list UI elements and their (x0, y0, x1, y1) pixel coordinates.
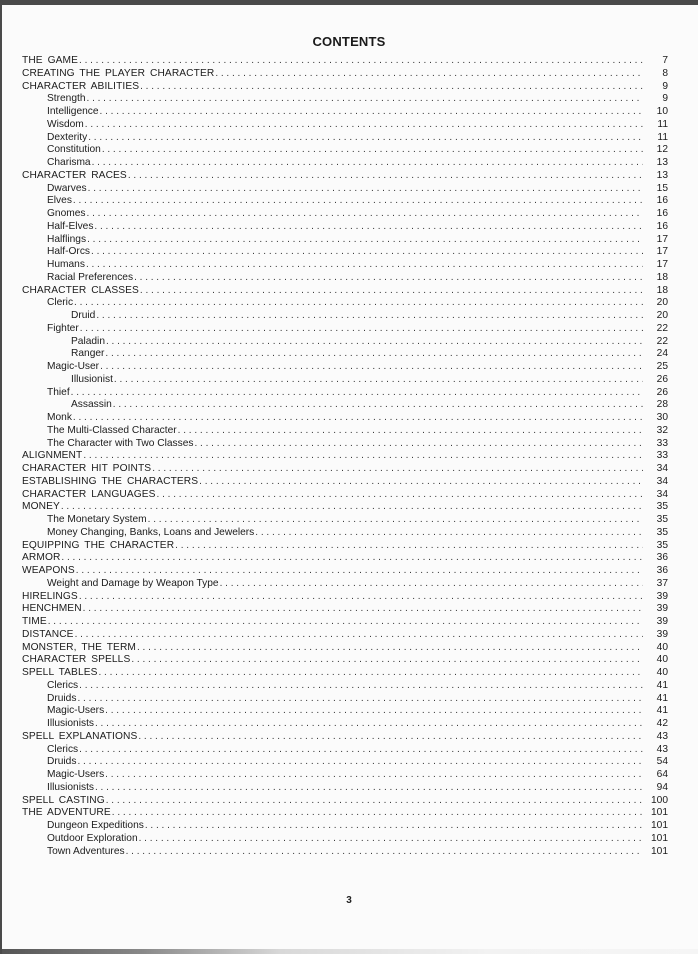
dot-leader (87, 93, 643, 106)
toc-entry-label: Elves (47, 195, 72, 207)
toc-entry-page: 16 (656, 220, 668, 232)
toc-entry[interactable] (22, 642, 668, 655)
dot-leader (87, 208, 643, 221)
toc-entry-page: 64 (656, 769, 668, 780)
dot-leader (79, 680, 643, 693)
toc-entry-label: THE GAME (22, 55, 79, 66)
toc-entry-page: 42 (656, 718, 668, 729)
toc-entry[interactable] (22, 540, 668, 553)
toc-entry-label: ALIGNMENT (22, 450, 83, 462)
toc-entry-label: Money Changing, Banks, Loans and Jewelers (47, 526, 255, 538)
toc-entry-page: 17 (656, 259, 668, 270)
toc-entry-page: 43 (656, 743, 668, 755)
toc-entry[interactable] (22, 438, 668, 451)
toc-entry-page: 22 (656, 335, 668, 347)
dot-leader (92, 157, 643, 170)
toc-entry-label: Magic-User (47, 361, 100, 372)
toc-entry-label: The Multi-Classed Character (47, 424, 177, 436)
dot-leader (96, 310, 643, 323)
toc-entry[interactable] (22, 833, 668, 846)
toc-entry[interactable] (22, 221, 668, 234)
dot-leader (73, 195, 643, 208)
toc-entry-page: 101 (651, 845, 668, 857)
toc-entry[interactable] (22, 412, 668, 425)
toc-entry-label: CHARACTER ABILITIES (22, 80, 140, 92)
dot-leader (126, 846, 643, 859)
toc-entry-label: Clerics (47, 743, 79, 755)
toc-entry-label: Illusionists (47, 718, 94, 729)
toc-entry-label: Intelligence (47, 106, 99, 117)
toc-entry[interactable] (22, 705, 668, 718)
dot-leader (95, 782, 643, 795)
toc-entry[interactable] (22, 476, 668, 489)
dot-leader (77, 693, 643, 706)
toc-entry-label: HENCHMEN (22, 603, 82, 615)
dot-leader (73, 412, 643, 425)
toc-entry-page: 34 (656, 488, 668, 500)
dot-leader (61, 501, 643, 514)
toc-entry-label: Half-Elves (47, 220, 94, 232)
toc-entry-page: 20 (656, 297, 668, 309)
toc-entry-page: 9 (662, 93, 668, 105)
dot-leader (79, 55, 643, 68)
toc-entry-label: Thief (47, 386, 70, 398)
toc-entry-page: 30 (656, 412, 668, 423)
toc-entry-label: Town Adventures (47, 845, 125, 857)
toc-entry-page: 35 (656, 501, 668, 513)
toc-entry[interactable] (22, 463, 668, 476)
toc-entry-page: 11 (657, 118, 668, 130)
toc-entry-label: Dexterity (47, 131, 88, 143)
toc-entry-page: 34 (656, 475, 668, 487)
dot-leader (113, 399, 643, 412)
toc-entry-label: Druids (47, 692, 77, 704)
toc-entry-label: SPELL TABLES (22, 667, 98, 678)
toc-entry-label: CHARACTER HIT POINTS (22, 463, 152, 474)
toc-entry[interactable] (22, 106, 668, 119)
dot-leader (91, 246, 643, 259)
toc-entry[interactable] (22, 285, 668, 298)
page-bottom-edge (2, 949, 698, 954)
toc-entry[interactable] (22, 527, 668, 540)
toc-entry-page: 101 (651, 832, 668, 844)
dot-leader (220, 578, 643, 591)
dot-leader (215, 68, 643, 81)
toc-entry-page: 24 (656, 348, 668, 360)
toc-entry[interactable] (22, 820, 668, 833)
dot-leader (85, 119, 643, 132)
toc-entry-page: 7 (662, 55, 668, 66)
toc-entry[interactable] (22, 450, 668, 463)
toc-entry-page: 16 (656, 208, 668, 219)
dot-leader (77, 756, 643, 769)
dot-leader (79, 744, 643, 757)
toc-entry-page: 94 (656, 781, 668, 793)
dot-leader (255, 527, 643, 540)
toc-entry-page: 33 (656, 437, 668, 449)
dot-leader (88, 132, 643, 145)
toc-entry[interactable] (22, 297, 668, 310)
toc-entry-page: 11 (657, 131, 668, 143)
dot-leader (88, 183, 643, 196)
toc-entry-label: TIME (22, 616, 47, 627)
dot-leader (100, 106, 643, 119)
dot-leader (100, 361, 643, 374)
toc-entry[interactable] (22, 93, 668, 106)
dot-leader (95, 718, 643, 731)
toc-entry[interactable] (22, 603, 668, 616)
dot-leader (105, 705, 643, 718)
toc-entry[interactable] (22, 246, 668, 259)
toc-entry[interactable] (22, 183, 668, 196)
toc-entry-page: 13 (656, 169, 668, 181)
toc-entry-page: 20 (656, 310, 668, 321)
toc-entry-label: Weight and Damage by Weapon Type (47, 577, 219, 589)
dot-leader (74, 297, 643, 310)
toc-entry-label: Druid (71, 310, 96, 321)
toc-entry-page: 28 (656, 399, 668, 411)
dot-leader (87, 234, 643, 247)
dot-leader (137, 642, 643, 655)
toc-entry-page: 40 (656, 654, 668, 666)
toc-entry[interactable] (22, 144, 668, 157)
toc-entry-label: Strength (47, 93, 86, 105)
toc-entry[interactable] (22, 514, 668, 527)
toc-entry-label: Half-Orcs (47, 246, 91, 258)
toc-entry-label: Outdoor Exploration (47, 832, 138, 844)
table-of-contents (22, 55, 668, 858)
toc-entry[interactable] (22, 718, 668, 731)
toc-entry-label: Illusionists (47, 781, 94, 793)
toc-entry-page: 36 (656, 552, 668, 564)
toc-entry-label: CREATING THE PLAYER CHARACTER (22, 67, 215, 79)
toc-entry-page: 100 (651, 794, 668, 806)
toc-entry-page: 13 (656, 157, 668, 168)
dot-leader (76, 565, 643, 578)
toc-entry-label: Racial Preferences (47, 271, 134, 283)
dot-leader (79, 591, 643, 604)
toc-entry[interactable] (22, 846, 668, 859)
toc-entry[interactable] (22, 807, 668, 820)
toc-entry[interactable] (22, 654, 668, 667)
toc-entry-label: Dwarves (47, 182, 87, 194)
toc-entry[interactable] (22, 361, 668, 374)
dot-leader (83, 450, 643, 463)
dot-leader (75, 629, 643, 642)
toc-entry[interactable] (22, 374, 668, 387)
toc-entry-label: ARMOR (22, 552, 61, 564)
toc-entry[interactable] (22, 208, 668, 221)
toc-entry[interactable] (22, 578, 668, 591)
toc-entry-page: 39 (656, 603, 668, 615)
toc-entry-label: WEAPONS (22, 565, 75, 576)
toc-entry[interactable] (22, 157, 668, 170)
dot-leader (86, 259, 643, 272)
toc-entry[interactable] (22, 731, 668, 744)
toc-entry-page: 39 (656, 628, 668, 640)
toc-entry-label: Gnomes (47, 208, 86, 219)
toc-entry-page: 40 (656, 641, 668, 653)
dot-leader (83, 603, 643, 616)
toc-entry[interactable] (22, 769, 668, 782)
toc-entry-label: The Monetary System (47, 514, 147, 525)
toc-entry-label: Cleric (47, 297, 74, 309)
toc-entry-page: 17 (656, 246, 668, 258)
toc-entry-label: CHARACTER CLASSES (22, 284, 139, 296)
dot-leader (194, 438, 643, 451)
dot-leader (134, 272, 643, 285)
dot-leader (131, 654, 643, 667)
toc-entry[interactable] (22, 795, 668, 808)
toc-entry-label: Charisma (47, 157, 91, 168)
dot-leader (178, 425, 643, 438)
dot-leader (106, 336, 643, 349)
toc-entry-page: 43 (656, 730, 668, 742)
toc-entry-page: 22 (656, 322, 668, 334)
toc-entry[interactable] (22, 591, 668, 604)
toc-entry[interactable] (22, 616, 668, 629)
toc-entry[interactable] (22, 680, 668, 693)
toc-entry-label: Humans (47, 259, 85, 270)
toc-entry-label: Clerics (47, 679, 79, 691)
toc-entry-label: Druids (47, 756, 77, 768)
toc-entry-label: SPELL CASTING (22, 794, 105, 806)
toc-entry-page: 35 (656, 539, 668, 551)
dot-leader (105, 348, 643, 361)
toc-entry[interactable] (22, 387, 668, 400)
toc-entry-page: 25 (656, 361, 668, 372)
toc-entry-label: Illusionist (71, 373, 113, 385)
toc-entry-page: 15 (656, 182, 668, 194)
toc-entry-page: 32 (656, 424, 668, 436)
toc-entry[interactable] (22, 425, 668, 438)
toc-entry-page: 18 (656, 271, 668, 283)
toc-entry-page: 37 (656, 577, 668, 589)
dot-leader (80, 323, 643, 336)
toc-entry-label: Constitution (47, 144, 101, 156)
toc-entry-label: Monk (47, 412, 72, 423)
toc-entry-label: Ranger (71, 348, 105, 360)
toc-entry-page: 41 (656, 692, 668, 704)
toc-entry-page: 101 (651, 820, 668, 831)
toc-entry[interactable] (22, 170, 668, 183)
toc-entry-label: Magic-Users (47, 769, 105, 780)
toc-entry-page: 17 (656, 233, 668, 245)
toc-entry-page: 10 (656, 106, 668, 117)
toc-entry[interactable] (22, 68, 668, 81)
dot-leader (140, 81, 643, 94)
toc-entry[interactable] (22, 667, 668, 680)
toc-entry[interactable] (22, 693, 668, 706)
toc-entry[interactable] (22, 348, 668, 361)
toc-entry-label: Paladin (71, 335, 105, 347)
page-title: CONTENTS (312, 34, 386, 49)
toc-entry-page: 101 (651, 807, 668, 819)
toc-entry[interactable] (22, 323, 668, 336)
toc-entry[interactable] (22, 310, 668, 323)
dot-leader (138, 731, 643, 744)
toc-entry[interactable] (22, 501, 668, 514)
dot-leader (106, 795, 643, 808)
dot-leader (48, 616, 643, 629)
dot-leader (94, 221, 643, 234)
toc-entry-page: 26 (656, 386, 668, 398)
dot-leader (99, 667, 644, 680)
toc-entry-label: Wisdom (47, 118, 84, 130)
dot-leader (145, 820, 643, 833)
dot-leader (199, 476, 643, 489)
dot-leader (112, 807, 643, 820)
dot-leader (152, 463, 643, 476)
dot-leader (148, 514, 643, 527)
dot-leader (157, 489, 643, 502)
toc-entry[interactable] (22, 756, 668, 769)
toc-entry[interactable] (22, 782, 668, 795)
toc-entry-page: 34 (656, 463, 668, 474)
toc-entry-label: CHARACTER SPELLS (22, 654, 131, 666)
page-number: 3 (346, 895, 352, 906)
toc-entry-label: HIRELINGS (22, 590, 78, 602)
toc-entry-page: 35 (656, 514, 668, 525)
toc-entry-page: 33 (656, 450, 668, 462)
toc-entry[interactable] (22, 565, 668, 578)
toc-entry[interactable] (22, 336, 668, 349)
toc-entry-page: 16 (656, 195, 668, 207)
dot-leader (139, 833, 643, 846)
toc-entry-page: 39 (656, 616, 668, 627)
toc-entry[interactable] (22, 399, 668, 412)
toc-entry-page: 41 (656, 679, 668, 691)
toc-entry-label: Halflings (47, 233, 87, 245)
toc-entry[interactable] (22, 195, 668, 208)
toc-entry-page: 26 (656, 373, 668, 385)
toc-entry-page: 36 (656, 565, 668, 576)
toc-entry-label: THE ADVENTURE (22, 807, 111, 819)
dot-leader (128, 170, 643, 183)
toc-entry-label: ESTABLISHING THE CHARACTERS (22, 475, 199, 487)
dot-leader (114, 374, 643, 387)
toc-entry-page: 9 (662, 80, 668, 92)
toc-entry-label: Assassin (71, 399, 112, 411)
toc-entry-label: CHARACTER LANGUAGES (22, 488, 156, 500)
dot-leader (102, 144, 643, 157)
toc-entry-label: SPELL EXPLANATIONS (22, 730, 138, 742)
toc-entry[interactable] (22, 272, 668, 285)
toc-entry-page: 18 (656, 284, 668, 296)
toc-entry-label: Fighter (47, 322, 79, 334)
dot-leader (140, 285, 643, 298)
toc-entry-label: DISTANCE (22, 628, 74, 640)
toc-entry-page: 12 (656, 144, 668, 156)
toc-entry-label: MONSTER, THE TERM (22, 641, 136, 653)
toc-entry[interactable] (22, 629, 668, 642)
dot-leader (175, 540, 643, 553)
toc-entry[interactable] (22, 744, 668, 757)
toc-entry[interactable] (22, 55, 668, 68)
dot-leader (105, 769, 643, 782)
toc-entry[interactable] (22, 552, 668, 565)
toc-entry-label: Dungeon Expeditions (47, 820, 144, 831)
toc-entry-page: 35 (656, 526, 668, 538)
toc-entry-page: 40 (656, 667, 668, 678)
toc-entry[interactable] (22, 234, 668, 247)
toc-entry-label: EQUIPPING THE CHARACTER (22, 539, 175, 551)
toc-entry[interactable] (22, 132, 668, 145)
toc-entry-page: 54 (656, 756, 668, 768)
toc-entry-page: 8 (662, 67, 668, 79)
toc-entry-label: Magic-Users (47, 705, 105, 717)
toc-entry-page: 41 (656, 705, 668, 717)
toc-entry-label: The Character with Two Classes (47, 437, 194, 449)
dot-leader (61, 552, 643, 565)
toc-entry[interactable] (22, 119, 668, 132)
toc-entry-label: CHARACTER RACES (22, 169, 127, 181)
toc-entry[interactable] (22, 259, 668, 272)
toc-entry-page: 39 (656, 590, 668, 602)
toc-entry[interactable] (22, 489, 668, 502)
dot-leader (71, 387, 643, 400)
toc-entry-label: MONEY (22, 501, 60, 513)
toc-entry[interactable] (22, 81, 668, 94)
